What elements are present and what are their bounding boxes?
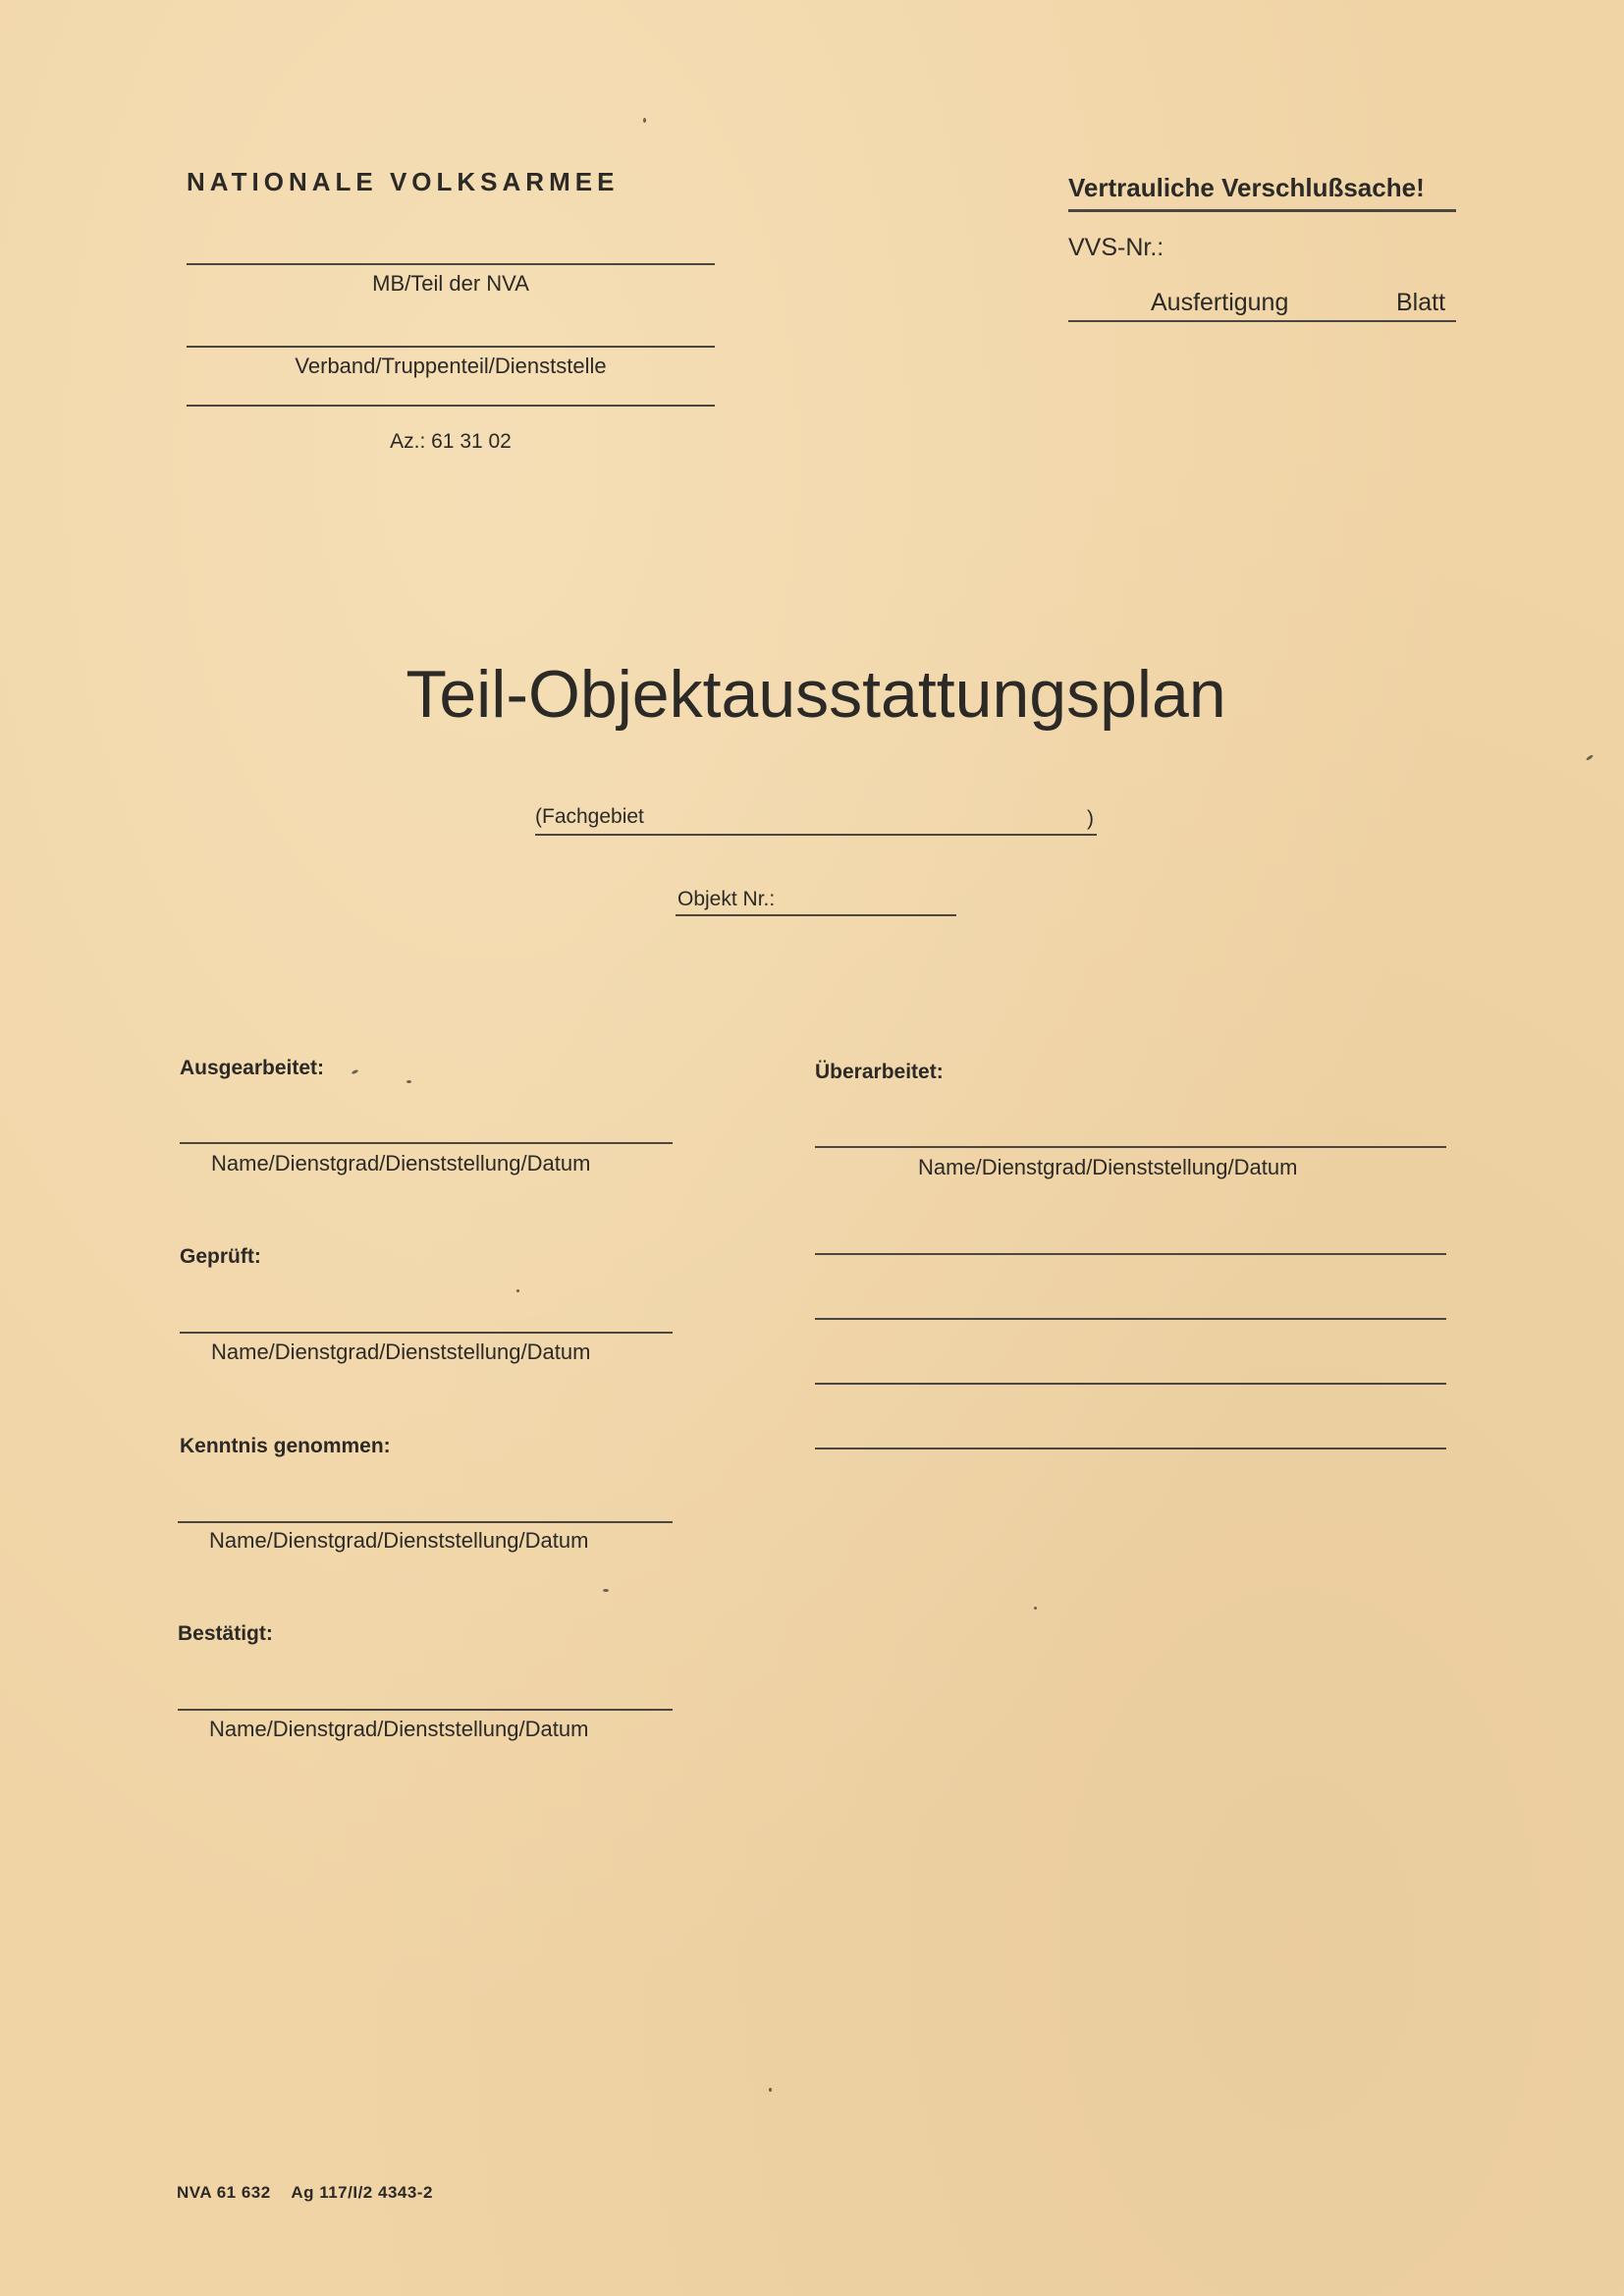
revised-by-signature-line[interactable] [815,1146,1446,1148]
fachgebiet-close-paren: ) [1087,807,1094,830]
extra-line-4[interactable] [815,1448,1446,1449]
prepared-by-label: Ausgearbeitet: [180,1057,325,1079]
revised-by-caption: Name/Dienstgrad/Dienststellung/Datum [918,1155,1298,1179]
paper-speck [1034,1607,1037,1610]
paper-speck [1586,754,1594,761]
paper-speck [769,2088,772,2092]
vvs-number-label: VVS-Nr.: [1068,234,1164,261]
checked-by-label: Geprüft: [180,1245,261,1268]
paper-speck [516,1289,519,1292]
copy-number-label: Ausfertigung [1151,289,1289,316]
object-number-label: Objekt Nr.: [677,888,776,910]
classification-label: Vertrauliche Verschlußsache! [1068,173,1425,202]
fachgebiet-input-line[interactable] [535,834,1097,836]
acknowledged-by-label: Kenntnis genommen: [180,1435,391,1457]
file-reference: Az.: 61 31 02 [390,430,512,453]
paper-speck [406,1080,411,1083]
checked-by-signature-line[interactable] [180,1332,673,1334]
document-title-text: Teil-Objektausstattungsplan [406,657,1226,732]
paper-speck [643,118,646,123]
unit-line-2 [187,346,715,348]
form-number: NVA 61 632 [177,2183,271,2202]
unit-caption-2: Verband/Truppenteil/Dienststelle [295,354,607,378]
unit-line-3 [187,405,715,407]
approved-by-signature-line[interactable] [178,1709,673,1711]
revised-by-label: Überarbeitet: [815,1061,944,1083]
organization-name: NATIONALE VOLKSARMEE [187,167,620,196]
unit-line-1 [187,263,715,265]
print-code: Ag 117/I/2 4343-2 [291,2183,433,2202]
fachgebiet-label: (Fachgebiet [535,805,644,828]
extra-line-2[interactable] [815,1318,1446,1320]
prepared-by-caption: Name/Dienstgrad/Dienststellung/Datum [211,1151,591,1175]
unit-caption-1: MB/Teil der NVA [372,271,529,296]
copy-sheet-line [1068,320,1456,322]
object-number-input-line[interactable] [676,914,956,916]
document-title [0,656,1624,733]
checked-by-caption: Name/Dienstgrad/Dienststellung/Datum [211,1339,591,1364]
acknowledged-by-signature-line[interactable] [178,1521,673,1523]
extra-line-3[interactable] [815,1383,1446,1385]
prepared-by-signature-line[interactable] [180,1142,673,1144]
paper-speck [603,1589,609,1592]
classification-underline [1068,209,1456,212]
extra-line-1[interactable] [815,1253,1446,1255]
form-footer [177,2183,449,2203]
acknowledged-by-caption: Name/Dienstgrad/Dienststellung/Datum [209,1528,589,1553]
approved-by-caption: Name/Dienstgrad/Dienststellung/Datum [209,1717,589,1741]
paper-speck [352,1069,359,1075]
approved-by-label: Bestätigt: [178,1622,273,1645]
sheet-number-label: Blatt [1396,289,1446,316]
